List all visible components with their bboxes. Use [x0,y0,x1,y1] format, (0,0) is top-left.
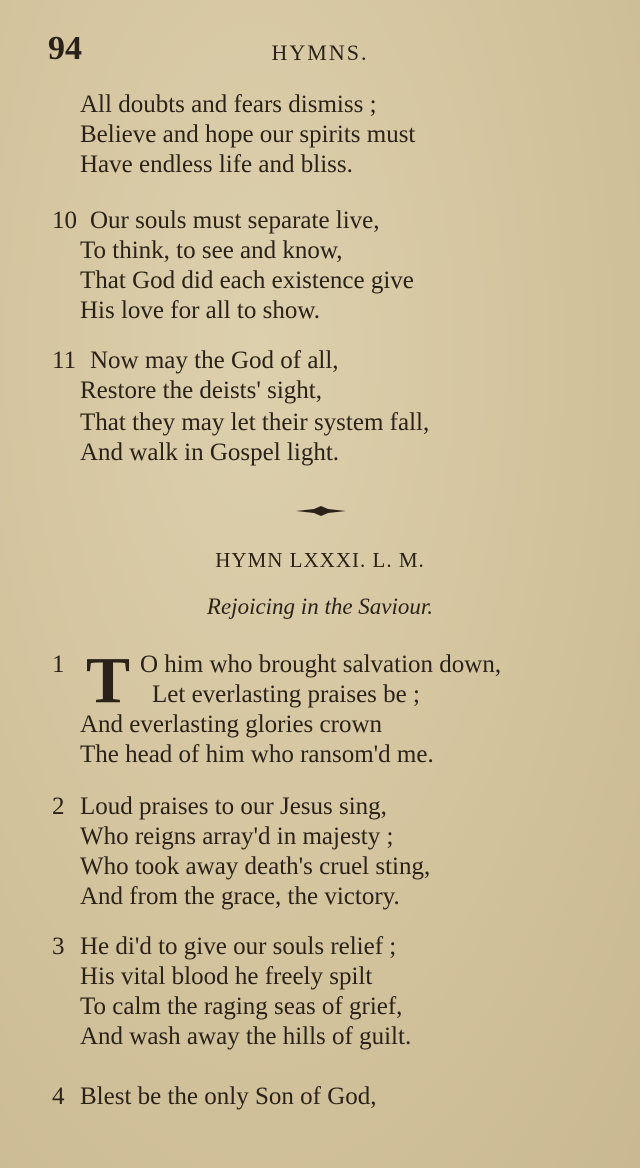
verse-line: And wash away the hills of guilt. [80,1023,412,1050]
verse-line: And walk in Gospel light. [80,439,340,466]
verse-line: Our souls must separate live, [90,207,380,234]
verse-line: Who took away death's cruel sting, [80,853,431,880]
verse-line: Blest be the only Son of God, [80,1083,377,1110]
verse-line: His vital blood he freely spilt [80,963,373,990]
verse-line: Restore the deists' sight, [80,377,322,404]
verse-line: To calm the raging seas of grief, [80,993,403,1020]
verse-line: To think, to see and know, [80,237,343,264]
verse-line: Have endless life and bliss. [80,151,353,178]
verse-line: He di'd to give our souls relief ; [80,933,397,960]
hymn-title: HYMN LXXXI. L. M. [215,548,425,572]
verse-number: 1 [52,651,65,678]
verse-number: 4 [52,1083,65,1110]
verse-line: That God did each existence give [80,267,414,294]
verse-line: Believe and hope our spirits must [80,121,416,148]
verse-line: That they may let their system fall, [80,409,430,436]
page-number: 94 [48,30,82,67]
hymn-subtitle: Rejoicing in the Saviour. [206,594,434,619]
verse-number: 11 [52,347,77,374]
verse-number: 10 [52,207,77,234]
verse-line: His love for all to show. [80,297,321,324]
verse-line: And from the grace, the victory. [80,883,400,910]
verse-line: The head of him who ransom'd me. [80,741,434,768]
verse-line: And everlasting glories crown [80,711,383,738]
verse-line: Who reigns array'd in majesty ; [80,823,394,850]
verse-line: Now may the God of all, [90,347,339,374]
verse-number: 2 [52,793,65,820]
verse-line: All doubts and fears dismiss ; [80,91,377,118]
verse-line: Loud praises to our Jesus sing, [80,793,387,820]
verse-line: O him who brought salvation down, [140,651,502,678]
ornament-divider-icon [296,506,346,516]
page-header [0,30,640,70]
drop-cap: T [86,644,131,717]
running-head: HYMNS. [271,40,369,65]
verse-number: 3 [52,933,65,960]
verse-line: Let everlasting praises be ; [152,681,420,708]
